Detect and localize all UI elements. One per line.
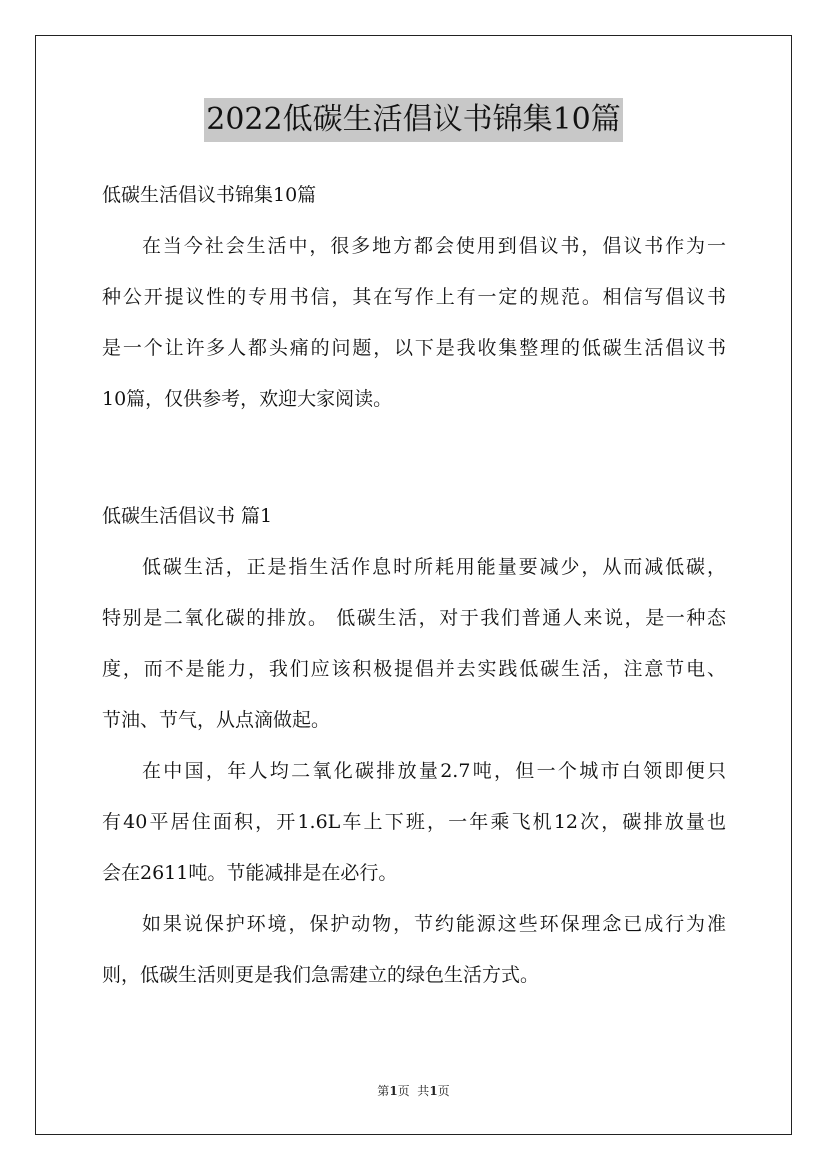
paragraph-line: 在中国，年人均二氧化碳排放量2.7吨，但一个城市白领即便只 <box>142 760 726 782</box>
paragraph-line: 种公开提议性的专用书信，其在写作上有一定的规范。相信写倡议书 <box>102 286 726 308</box>
page-label-prefix: 第 <box>377 1084 390 1098</box>
document-body <box>102 170 726 1001</box>
paragraph-line: 是一个让许多人都头痛的问题，以下是我收集整理的低碳生活倡议书 <box>102 337 726 359</box>
paragraph-line: 如果说保护环境，保护动物，节约能源这些环保理念已成行为准 <box>142 913 726 935</box>
page-number: 1 <box>389 1084 398 1098</box>
paragraph-line: 特别是二氧化碳的排放。 低碳生活，对于我们普通人来说，是一种态 <box>102 607 726 629</box>
paragraph-line: 在当今社会生活中，很多地方都会使用到倡议书，倡议书作为一 <box>142 235 726 257</box>
subtitle: 低碳生活倡议书锦集10篇 <box>102 184 317 206</box>
paragraph-line: 节油、节气，从点滴做起。 <box>102 709 331 731</box>
paragraph-2 <box>102 746 726 899</box>
page-total: 1 <box>429 1084 438 1098</box>
document-title-text: 2022低碳生活倡议书锦集10篇 <box>204 98 623 142</box>
paragraph-line: 有40平居住面积，开1.6L车上下班，一年乘飞机12次，碳排放量也 <box>102 811 726 833</box>
paragraph-3 <box>102 899 726 1001</box>
paragraph-line: 会在2611吨。节能减排是在必行。 <box>102 862 398 884</box>
paragraph-line: 低碳生活，正是指生活作息时所耗用能量要减少，从而减低碳， <box>142 556 726 578</box>
paragraph-1 <box>102 542 726 746</box>
paragraph-line: 10篇，仅供参考，欢迎大家阅读。 <box>102 388 393 410</box>
page-footer <box>0 1082 827 1099</box>
paragraph-line: 度，而不是能力，我们应该积极提倡并去实践低碳生活，注意节电、 <box>102 658 726 680</box>
document-title <box>0 98 827 142</box>
page-label-mid: 页 共 <box>397 1084 430 1098</box>
paragraph-line: 则，低碳生活则更是我们急需建立的绿色生活方式。 <box>102 964 540 986</box>
intro-paragraph <box>102 221 726 425</box>
section-gap <box>102 425 726 491</box>
page-label-suffix: 页 <box>437 1084 450 1098</box>
section-heading: 低碳生活倡议书 篇1 <box>102 505 273 527</box>
